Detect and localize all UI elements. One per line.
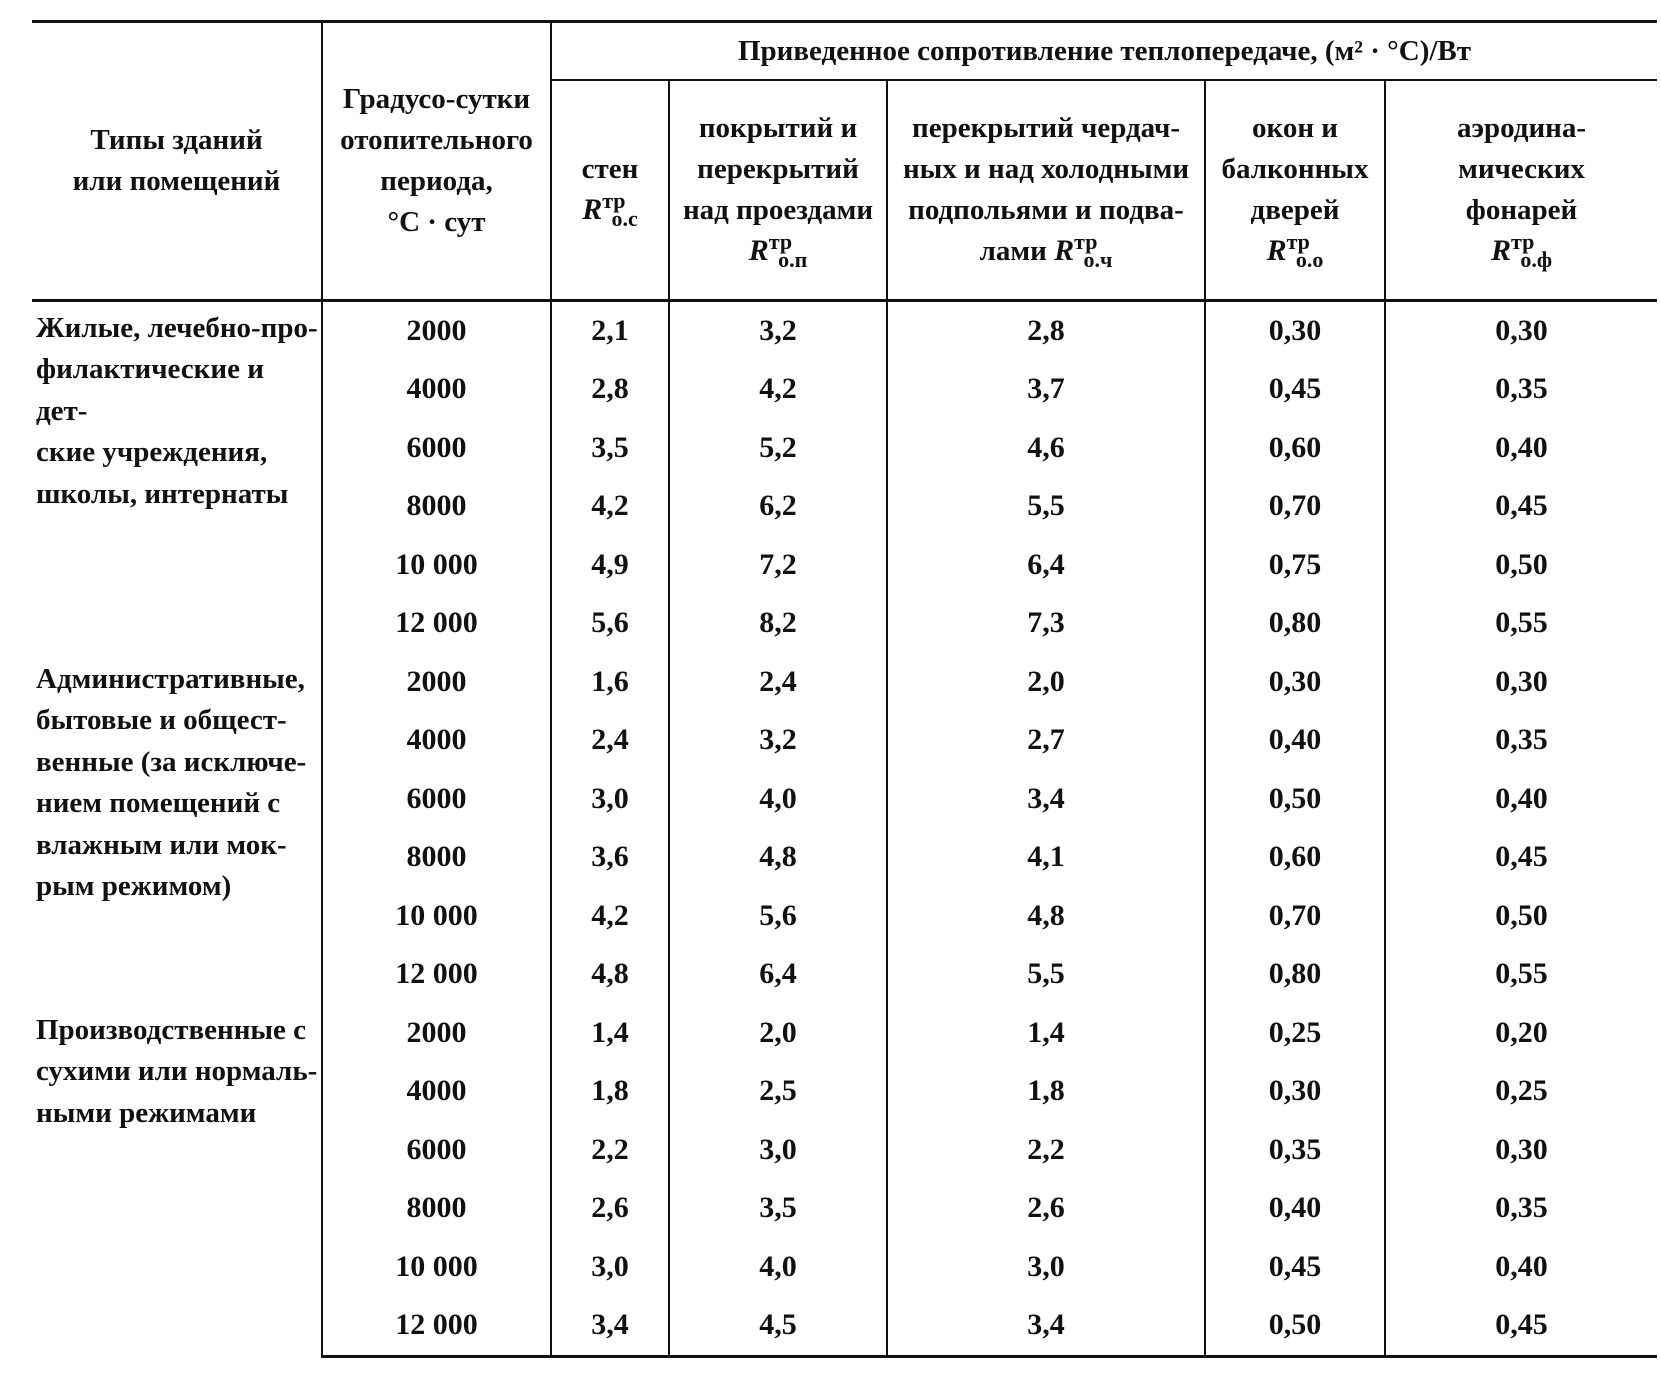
resistance-symbol: $R^{тр}_{о.п}$ <box>748 228 808 272</box>
resistance-value-cell: 0,55 <box>1385 945 1657 1004</box>
thermal-resistance-table <box>32 20 1657 1358</box>
resistance-value-cell: 7,2 <box>669 536 887 595</box>
header-attic-floors <box>887 80 1205 300</box>
resistance-value-cell: 0,30 <box>1385 1121 1657 1180</box>
resistance-value-cell: 2,6 <box>551 1179 669 1238</box>
resistance-value-cell: 4,9 <box>551 536 669 595</box>
degree-days-cell: 10 000 <box>322 536 551 595</box>
resistance-value-cell: 3,4 <box>887 1296 1205 1356</box>
resistance-value-cell: 3,5 <box>551 419 669 478</box>
resistance-value-cell: 0,40 <box>1385 1238 1657 1297</box>
resistance-value-cell: 0,75 <box>1205 536 1385 595</box>
resistance-value-cell: 1,8 <box>887 1062 1205 1121</box>
resistance-value-cell: 1,6 <box>551 653 669 712</box>
degree-days-cell: 4000 <box>322 711 551 770</box>
resistance-value-cell: 4,8 <box>551 945 669 1004</box>
resistance-value-cell: 5,5 <box>887 945 1205 1004</box>
resistance-value-cell: 2,5 <box>669 1062 887 1121</box>
degree-days-cell: 10 000 <box>322 1238 551 1297</box>
resistance-value-cell: 0,45 <box>1385 1296 1657 1356</box>
resistance-value-cell: 0,80 <box>1205 594 1385 653</box>
resistance-value-cell: 3,7 <box>887 360 1205 419</box>
resistance-value-cell: 0,30 <box>1205 300 1385 360</box>
resistance-value-cell: 2,2 <box>887 1121 1205 1180</box>
resistance-value-cell: 3,4 <box>551 1296 669 1356</box>
building-type-label: Производственные с сухими или нормаль- ными режимами <box>36 1013 318 1129</box>
resistance-symbol: $R^{тр}_{о.ф}$ <box>1490 228 1553 272</box>
resistance-value-cell: 0,80 <box>1205 945 1385 1004</box>
resistance-value-cell: 0,25 <box>1205 1004 1385 1063</box>
resistance-value-cell: 2,0 <box>887 653 1205 712</box>
header-label: окон и балконных дверей <box>1221 111 1369 226</box>
degree-days-cell: 12 000 <box>322 945 551 1004</box>
header-group-title: Приведенное сопротивление теплопередаче, (м² · °С)/Вт <box>551 22 1657 81</box>
degree-days-cell: 12 000 <box>322 1296 551 1356</box>
degree-days-cell: 8000 <box>322 828 551 887</box>
resistance-value-cell: 0,70 <box>1205 887 1385 946</box>
resistance-value-cell: 6,2 <box>669 477 887 536</box>
resistance-value-cell: 2,0 <box>669 1004 887 1063</box>
resistance-value-cell: 0,50 <box>1385 536 1657 595</box>
resistance-value-cell: 8,2 <box>669 594 887 653</box>
resistance-value-cell: 2,8 <box>887 300 1205 360</box>
resistance-value-cell: 0,30 <box>1385 300 1657 360</box>
resistance-value-cell: 0,45 <box>1385 828 1657 887</box>
header-walls <box>551 80 669 300</box>
resistance-value-cell: 6,4 <box>887 536 1205 595</box>
resistance-symbol: $R^{тр}_{о.с}$ <box>582 187 638 231</box>
resistance-value-cell: 3,0 <box>551 1238 669 1297</box>
resistance-value-cell: 0,30 <box>1205 653 1385 712</box>
table-row <box>32 1004 1657 1063</box>
resistance-value-cell: 0,20 <box>1385 1004 1657 1063</box>
resistance-value-cell: 0,45 <box>1205 1238 1385 1297</box>
resistance-value-cell: 4,2 <box>669 360 887 419</box>
resistance-value-cell: 2,2 <box>551 1121 669 1180</box>
resistance-value-cell: 4,8 <box>669 828 887 887</box>
resistance-value-cell: 5,6 <box>669 887 887 946</box>
resistance-value-cell: 4,5 <box>669 1296 887 1356</box>
resistance-value-cell: 3,0 <box>669 1121 887 1180</box>
resistance-value-cell: 4,2 <box>551 477 669 536</box>
resistance-value-cell: 0,60 <box>1205 419 1385 478</box>
degree-days-cell: 2000 <box>322 653 551 712</box>
resistance-value-cell: 3,0 <box>551 770 669 829</box>
degree-days-cell: 4000 <box>322 1062 551 1121</box>
header-label: покрытий и перекрытий над проездами <box>682 111 874 226</box>
header-degree-days: Градусо-сутки отопительного периода, °С · сут <box>322 22 551 301</box>
resistance-value-cell: 2,4 <box>551 711 669 770</box>
resistance-value-cell: 1,4 <box>551 1004 669 1063</box>
resistance-value-cell: 5,6 <box>551 594 669 653</box>
building-type-label: Административные, бытовые и общест- венные (за исключе- нием помещений с влажным или мок- рым режимом) <box>36 662 307 902</box>
resistance-value-cell: 2,7 <box>887 711 1205 770</box>
resistance-value-cell: 2,8 <box>551 360 669 419</box>
degree-days-cell: 8000 <box>322 477 551 536</box>
resistance-value-cell: 2,4 <box>669 653 887 712</box>
header-label: стен <box>581 152 639 185</box>
degree-days-cell: 4000 <box>322 360 551 419</box>
resistance-value-cell: 5,5 <box>887 477 1205 536</box>
degree-days-cell: 6000 <box>322 1121 551 1180</box>
resistance-value-cell: 0,60 <box>1205 828 1385 887</box>
resistance-value-cell: 4,6 <box>887 419 1205 478</box>
building-type-label: Жилые, лечебно-про- филактические и дет- ские учреждения, школы, интернаты <box>36 311 318 510</box>
table-row <box>32 653 1657 712</box>
resistance-symbol: $R^{тр}_{о.ч}$ <box>1054 228 1113 272</box>
resistance-value-cell: 0,50 <box>1205 1296 1385 1356</box>
resistance-value-cell: 0,70 <box>1205 477 1385 536</box>
resistance-value-cell: 0,40 <box>1385 419 1657 478</box>
resistance-value-cell: 4,1 <box>887 828 1205 887</box>
resistance-value-cell: 0,55 <box>1385 594 1657 653</box>
resistance-value-cell: 0,30 <box>1385 653 1657 712</box>
resistance-value-cell: 0,50 <box>1385 887 1657 946</box>
resistance-value-cell: 0,40 <box>1205 1179 1385 1238</box>
resistance-value-cell: 4,0 <box>669 770 887 829</box>
degree-days-cell: 12 000 <box>322 594 551 653</box>
resistance-value-cell: 4,2 <box>551 887 669 946</box>
resistance-value-cell: 0,25 <box>1385 1062 1657 1121</box>
resistance-value-cell: 0,40 <box>1385 770 1657 829</box>
degree-days-cell: 10 000 <box>322 887 551 946</box>
resistance-value-cell: 0,35 <box>1385 360 1657 419</box>
resistance-value-cell: 2,6 <box>887 1179 1205 1238</box>
resistance-value-cell: 7,3 <box>887 594 1205 653</box>
resistance-value-cell: 3,5 <box>669 1179 887 1238</box>
header-roofs <box>669 80 887 300</box>
header-building-type: Типы зданий или помещений <box>32 22 322 301</box>
degree-days-cell: 6000 <box>322 419 551 478</box>
degree-days-cell: 2000 <box>322 1004 551 1063</box>
resistance-value-cell: 0,40 <box>1205 711 1385 770</box>
table-body <box>32 300 1657 1356</box>
header-skylights <box>1385 80 1657 300</box>
header-label: перекрытий чердач- ных и над холодными подпольями и подва- лами $R^{тр}_{о.ч}$ <box>902 111 1190 272</box>
building-type-cell <box>32 1004 322 1357</box>
building-type-cell <box>32 300 322 653</box>
resistance-value-cell: 0,45 <box>1205 360 1385 419</box>
resistance-value-cell: 3,6 <box>551 828 669 887</box>
resistance-value-cell: 3,4 <box>887 770 1205 829</box>
resistance-value-cell: 1,4 <box>887 1004 1205 1063</box>
resistance-value-cell: 3,0 <box>887 1238 1205 1297</box>
resistance-value-cell: 2,1 <box>551 300 669 360</box>
resistance-value-cell: 1,8 <box>551 1062 669 1121</box>
degree-days-cell: 2000 <box>322 300 551 360</box>
resistance-value-cell: 6,4 <box>669 945 887 1004</box>
resistance-value-cell: 3,2 <box>669 300 887 360</box>
resistance-value-cell: 0,50 <box>1205 770 1385 829</box>
degree-days-cell: 8000 <box>322 1179 551 1238</box>
resistance-value-cell: 0,30 <box>1205 1062 1385 1121</box>
resistance-value-cell: 0,35 <box>1385 711 1657 770</box>
header-windows <box>1205 80 1385 300</box>
building-type-cell <box>32 653 322 1004</box>
degree-days-cell: 6000 <box>322 770 551 829</box>
resistance-value-cell: 0,35 <box>1205 1121 1385 1180</box>
resistance-value-cell: 5,2 <box>669 419 887 478</box>
resistance-symbol: $R^{тр}_{о.о}$ <box>1266 228 1324 272</box>
resistance-value-cell: 4,8 <box>887 887 1205 946</box>
resistance-value-cell: 0,45 <box>1385 477 1657 536</box>
resistance-value-cell: 3,2 <box>669 711 887 770</box>
table-row <box>32 300 1657 360</box>
resistance-value-cell: 0,35 <box>1385 1179 1657 1238</box>
header-label: аэродина- мических фонарей <box>1456 111 1587 226</box>
resistance-value-cell: 4,0 <box>669 1238 887 1297</box>
